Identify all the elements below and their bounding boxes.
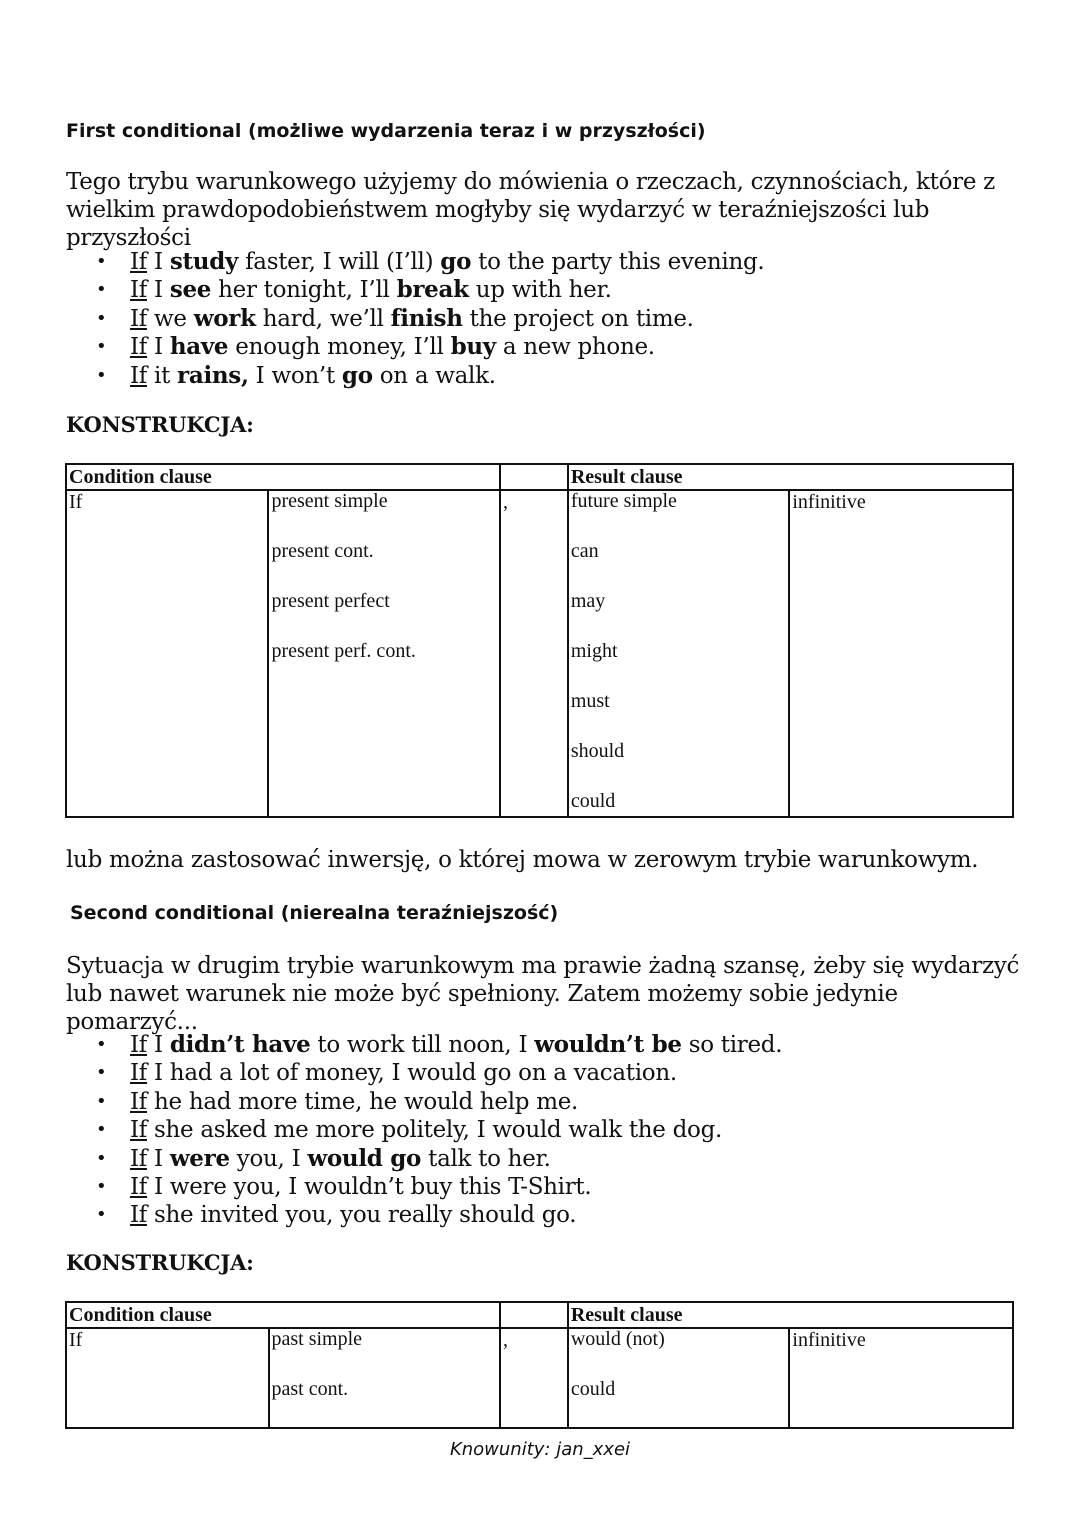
modal-item: could [570,1378,616,1400]
example-p3: to the party this evening. [471,249,765,275]
section1-example-list [66,248,764,390]
example-b1: have [169,333,229,361]
result-modals-cell [568,1328,790,1428]
example-p1: I had a lot of money, I would go on a vacation. [147,1060,677,1087]
example-p1: it [147,362,178,389]
infinitive-cell: infinitive [789,490,1013,817]
first-conditional-table [65,463,1014,818]
bullet-icon: • [96,1034,107,1055]
example-b2: finish [390,304,463,332]
example-b1: rains, [177,361,249,389]
example-if: If [130,1032,147,1058]
example-p3: the project on time. [462,305,694,332]
modal-item: can [570,540,599,562]
section2-heading: Second conditional (nierealna teraźniejszość) [70,902,559,924]
example-if: If [130,334,147,361]
example-sentence [66,248,764,276]
example-b2: buy [450,333,496,361]
result-clause-header: Result clause [568,1302,1013,1328]
example-if: If [130,1117,147,1144]
example-p2: I won’t [248,362,342,389]
bullet-icon: • [96,1176,107,1198]
example-p1: she asked me more politely, I would walk the dog. [147,1117,723,1144]
example-b2: go [341,361,373,389]
example-if: If [130,249,147,275]
section2-example-list [66,1031,782,1230]
result-modals-cell [568,490,790,817]
tense-item: present simple [271,490,388,512]
modal-item: should [570,740,625,762]
example-b1: work [193,304,256,332]
example-sentence [66,276,764,304]
bullet-icon: • [96,307,107,329]
example-p3: up with her. [468,277,612,304]
example-if: If [130,277,147,304]
example-b1: didn’t have [169,1031,311,1058]
tense-item: past cont. [271,1378,349,1400]
example-p2: to work till noon, I [310,1032,535,1058]
section2-intro: Sytuacja w drugim trybie warunkowym ma prawie żadną szansę, żeby się wydarzyć lub nawet warunek nie może być spełniony. Zatem możemy sobie jedynie pomarzyć... [66,953,1020,1035]
modal-item: could [570,790,616,812]
example-sentence [66,1031,782,1059]
section1-konstrukcja-label: KONSTRUKCJA: [66,412,254,437]
example-sentence [66,1088,782,1116]
comma-cell: , [500,1328,568,1428]
if-cell: If [66,490,268,817]
bullet-icon: • [96,1119,107,1141]
example-p1: I [147,334,170,361]
example-if: If [130,305,147,332]
example-p3: a new phone. [495,334,655,361]
bullet-icon: • [96,251,107,272]
section1-intro: Tego trybu warunkowego użyjemy do mówienia o rzeczach, czynnościach, które z wielkim prawdopodobieństwem mogłyby się wydarzyć w teraźniejszości lub przyszłości [66,169,995,251]
example-b1: see [169,276,212,304]
modal-item: must [570,690,610,712]
bullet-icon: • [96,1147,107,1169]
example-p1: we [147,305,194,332]
example-if: If [130,1145,147,1172]
example-p1: I [147,249,170,275]
condition-clause-header: Condition clause [66,464,500,490]
modal-item: would (not) [570,1328,665,1350]
second-conditional-table [65,1301,1014,1429]
bullet-icon: • [96,1062,107,1084]
example-p2: faster, I will (I’ll) [238,249,441,275]
example-if: If [130,1202,147,1229]
example-sentence [66,305,764,333]
condition-clause-header: Condition clause [66,1302,500,1328]
example-p1: I [147,1032,170,1058]
modal-item: might [570,640,618,662]
modal-item: may [570,590,606,612]
header-spacer [500,1302,568,1328]
bullet-icon: • [96,364,107,386]
example-sentence [66,1059,782,1087]
tense-item: present cont. [271,540,374,562]
example-sentence [66,1145,782,1173]
if-cell: If [66,1328,269,1428]
tense-item: present perfect [271,590,390,612]
infinitive-cell: infinitive [789,1328,1013,1428]
example-if: If [130,1060,147,1087]
inversion-note: lub można zastosować inwersję, o której mowa w zerowym trybie warunkowym. [66,847,979,873]
example-p3: talk to her. [421,1145,551,1172]
example-p1: I were you, I wouldn’t buy this T-Shirt. [147,1174,592,1201]
result-clause-header: Result clause [568,464,1013,490]
example-p3: on a walk. [372,362,496,389]
bullet-icon: • [96,279,107,301]
example-b2: wouldn’t be [534,1031,682,1058]
example-sentence [66,333,764,361]
example-if: If [130,1174,147,1201]
example-p2: her tonight, I’ll [211,277,397,304]
example-p2: hard, we’ll [255,305,391,332]
example-b1: were [169,1144,230,1172]
example-b2: break [396,276,469,304]
example-sentence [66,362,764,390]
example-if: If [130,362,147,389]
example-if: If [130,1088,147,1115]
modal-item: future simple [570,490,677,512]
example-p2: you, I [229,1145,308,1172]
example-p2: enough money, I’ll [228,334,451,361]
condition-tenses-cell [269,1328,501,1428]
footer-credit: Knowunity: jan_xxei [449,1439,631,1460]
comma-cell: , [500,490,568,817]
example-b1: study [169,248,239,275]
example-sentence [66,1173,782,1201]
bullet-icon: • [96,1204,107,1226]
example-p3: so tired. [681,1032,783,1058]
section1-heading: First conditional (możliwe wydarzenia teraz i w przyszłości) [66,120,706,142]
section2-konstrukcja-label: KONSTRUKCJA: [66,1250,254,1275]
example-p1: he had more time, he would help me. [147,1088,579,1115]
example-sentence [66,1116,782,1144]
example-b2: would go [307,1144,422,1172]
bullet-icon: • [96,1090,107,1112]
example-p1: I [147,277,170,304]
tense-item: present perf. cont. [271,640,416,662]
example-p1: I [147,1145,170,1172]
header-spacer [500,464,568,490]
example-b2: go [440,248,472,275]
bullet-icon: • [96,336,107,358]
example-sentence [66,1201,782,1229]
tense-item: past simple [271,1328,363,1350]
example-p1: she invited you, you really should go. [147,1202,577,1229]
condition-tenses-cell [268,490,500,817]
